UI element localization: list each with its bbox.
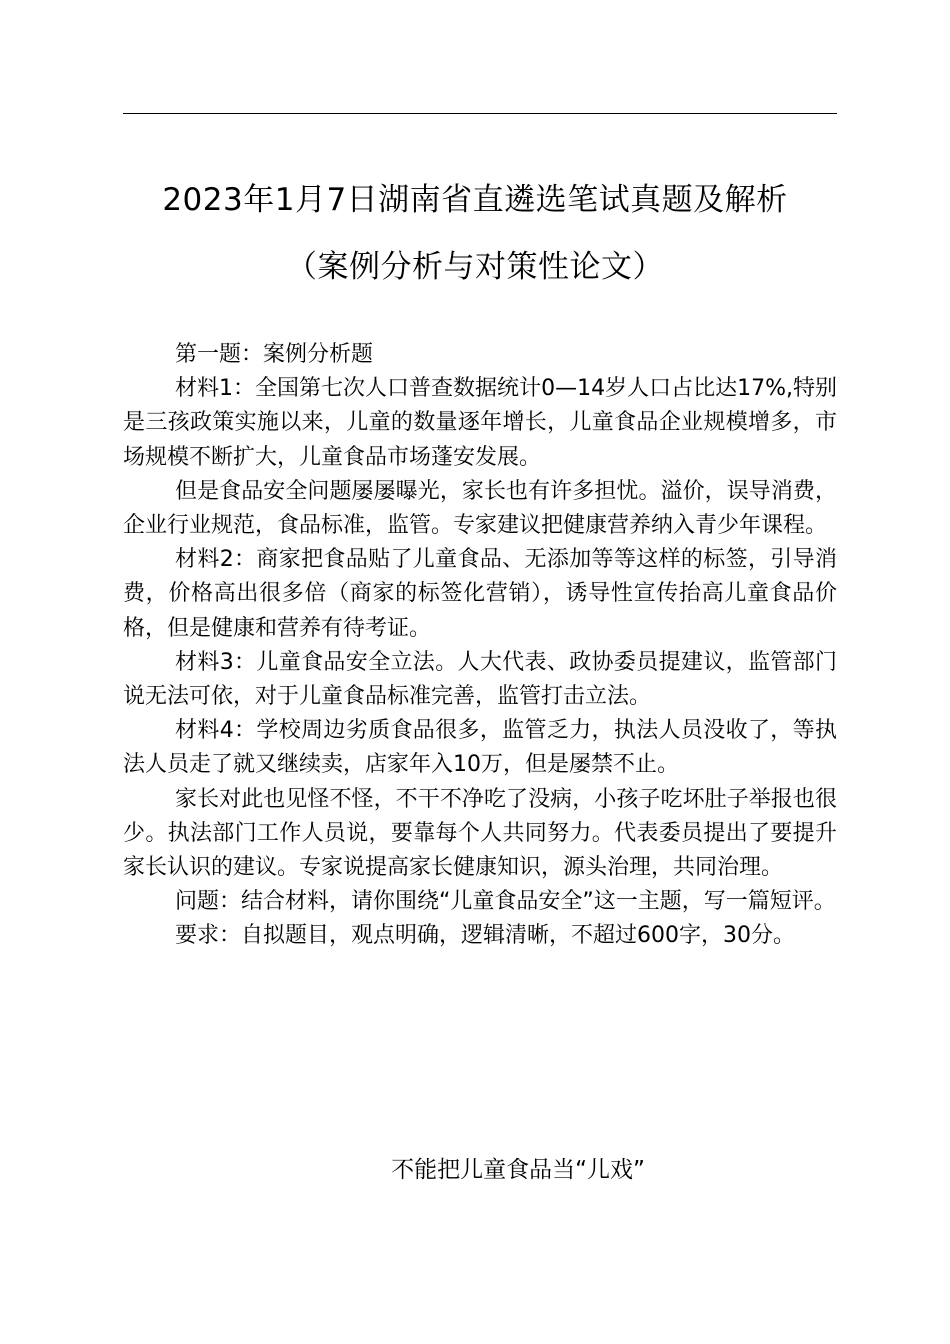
requirements-paragraph: 要求：自拟题目，观点明确，逻辑清晰，不超过600字，30分。 [175,923,795,949]
document-title: 2023年1月7日湖南省直遴选笔试真题及解析 [162,182,788,218]
material-1-paragraph: 材料1：全国第七次人口普查数据统计0—14岁人口占比达17%,特别是三孩政策实施以来，儿童的数量逐年增长，儿童食品企业规模增多，市场规模不断扩大，儿童食品市场蓬安发展。 [123,376,837,470]
material-3-paragraph: 材料3：儿童食品安全立法。人大代表、政协委员提建议，监管部门说无法可依，对于儿童食品标准完善，监管打击立法。 [123,649,837,710]
essay-title: 不能把儿童食品当“儿戏” [391,1157,645,1183]
document-body [123,338,837,954]
question-paragraph: 问题：结合材料，请你围绕“儿童食品安全”这一主题，写一篇短评。 [175,889,836,915]
section-heading: 第一题：案例分析题 [175,342,374,367]
header-rule [123,113,837,114]
material-4-paragraph: 材料4：学校周边劣质食品很多，监管乏力，执法人员没收了，等执法人员走了就又继续卖，店家年入10万，但是屡禁不止。 [123,718,837,778]
material-1-continued-paragraph: 但是食品安全问题屡屡曝光，家长也有许多担忧。溢价，误导消费，企业行业规范，食品标准，监管。专家建议把健康营养纳入青少年课程。 [123,478,837,539]
document-subtitle: （案例分析与对策性论文） [286,249,664,285]
material-4-continued-paragraph: 家长对此也见怪不怪，不干不净吃了没病，小孩子吃坏肚子举报也很少。执法部门工作人员说，要靠每个人共同努力。代表委员提出了要提升家长认识的建议。专家说提高家长健康知识，源头治理，共同治理。 [123,786,837,881]
material-2-paragraph: 材料2：商家把食品贴了儿童食品、无添加等等这样的标签，引导消费，价格高出很多倍（商家的标签化营销），诱导性宣传抬高儿童食品价格，但是健康和营养有待考证。 [123,547,837,641]
